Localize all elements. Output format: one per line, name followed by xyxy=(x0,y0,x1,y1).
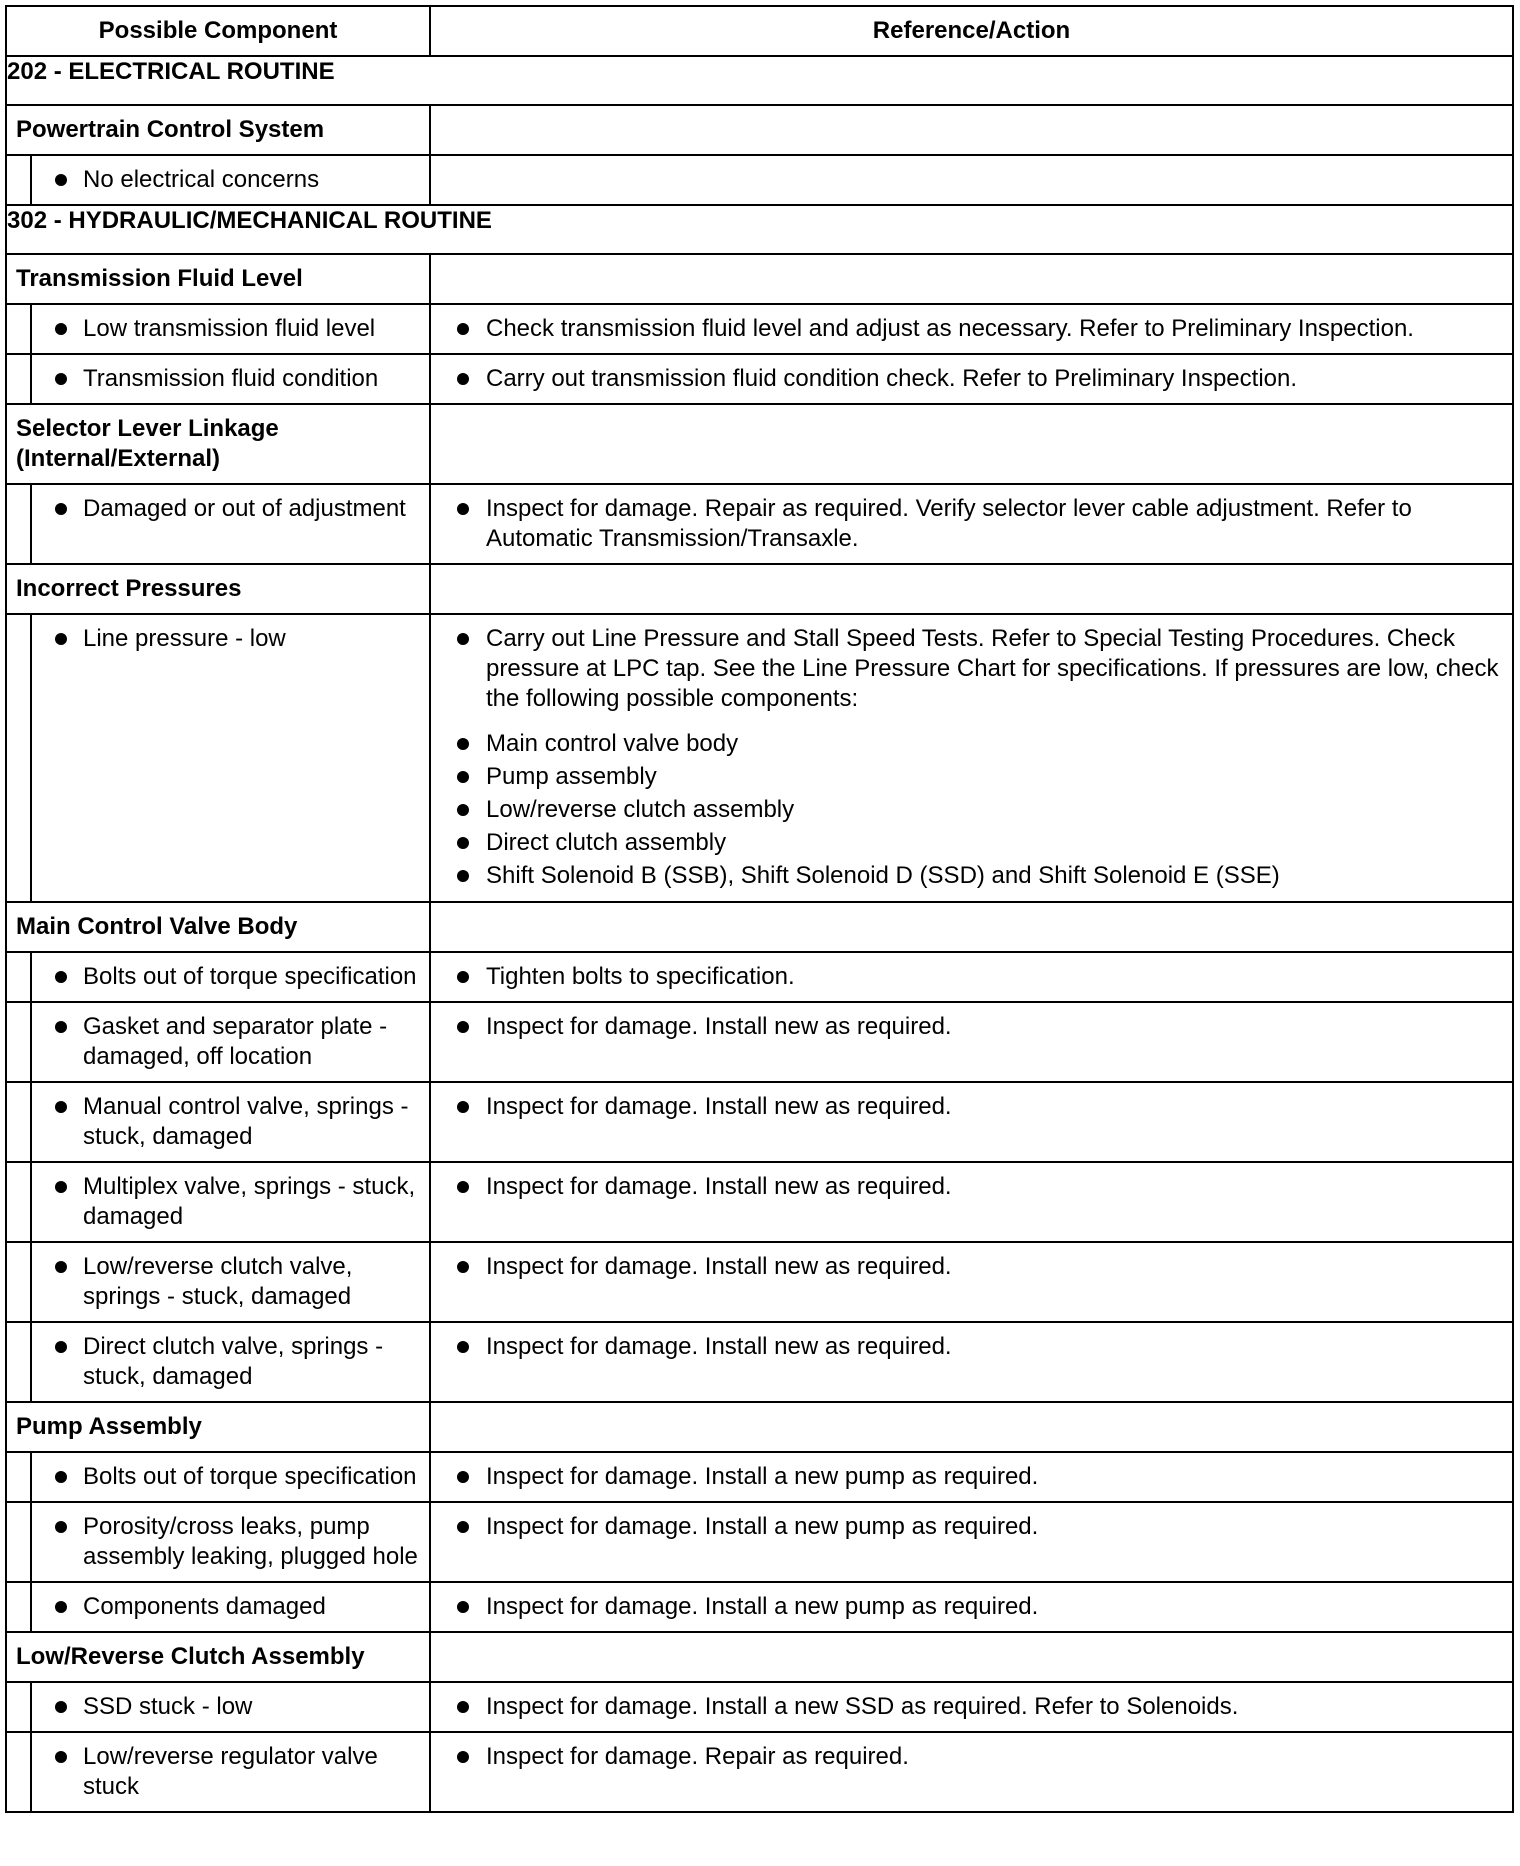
subsection-action-cell xyxy=(430,105,1513,155)
action-text: Inspect for damage. Install new as required. xyxy=(486,1013,952,1040)
component-cell xyxy=(31,1452,430,1502)
action-bullet xyxy=(431,1692,1512,1722)
component-list xyxy=(431,727,1512,892)
action-text: Check transmission fluid level and adjust as necessary. Refer to Preliminary Inspection. xyxy=(486,315,1414,342)
table-row xyxy=(6,1582,1513,1632)
component-text: Low transmission fluid level xyxy=(83,315,376,342)
list-item-bullet xyxy=(431,859,1512,892)
indent-cell xyxy=(6,1002,31,1082)
table-row xyxy=(6,1732,1513,1812)
subsection-title: Main Control Valve Body xyxy=(6,902,430,952)
bullet-icon xyxy=(457,1341,469,1353)
component-bullet xyxy=(32,1092,429,1152)
component-cell xyxy=(31,155,430,205)
bullet-icon xyxy=(55,1181,67,1193)
action-bullet xyxy=(431,364,1512,394)
table-row xyxy=(6,354,1513,404)
component-bullet xyxy=(32,1742,429,1802)
action-cell xyxy=(430,1682,1513,1732)
bullet-icon xyxy=(457,1181,469,1193)
action-text: Inspect for damage. Install a new pump as required. xyxy=(486,1593,1039,1620)
component-bullet xyxy=(32,314,429,344)
action-cell xyxy=(430,1162,1513,1242)
action-bullet xyxy=(431,1092,1512,1122)
bullet-icon xyxy=(457,1101,469,1113)
component-cell xyxy=(31,614,430,902)
indent-cell xyxy=(6,484,31,564)
component-bullet xyxy=(32,1512,429,1572)
list-item-text: Pump assembly xyxy=(486,763,657,790)
bullet-icon xyxy=(457,870,469,882)
component-text: Line pressure - low xyxy=(83,625,286,652)
component-cell xyxy=(31,1002,430,1082)
component-cell xyxy=(31,1582,430,1632)
action-cell xyxy=(430,1452,1513,1502)
bullet-icon xyxy=(457,771,469,783)
section-title: 202 - ELECTRICAL ROUTINE xyxy=(6,56,1513,105)
component-cell xyxy=(31,354,430,404)
bullet-icon xyxy=(457,1601,469,1613)
bullet-icon xyxy=(55,174,67,186)
list-item-bullet xyxy=(431,760,1512,793)
bullet-icon xyxy=(55,1261,67,1273)
indent-cell xyxy=(6,1452,31,1502)
component-text: Components damaged xyxy=(83,1593,326,1620)
bullet-icon xyxy=(55,373,67,385)
section-row xyxy=(6,56,1513,105)
component-text: Gasket and separator plate - damaged, off location xyxy=(83,1013,388,1070)
action-text: Inspect for damage. Install a new pump as required. xyxy=(486,1513,1039,1540)
component-bullet xyxy=(32,624,429,654)
indent-cell xyxy=(6,1582,31,1632)
action-bullet xyxy=(431,962,1512,992)
bullet-icon xyxy=(457,1021,469,1033)
list-item-bullet xyxy=(431,826,1512,859)
bullet-icon xyxy=(55,1101,67,1113)
action-bullet xyxy=(431,494,1512,554)
bullet-icon xyxy=(457,971,469,983)
action-bullet xyxy=(431,1462,1512,1492)
bullet-icon xyxy=(55,503,67,515)
bullet-icon xyxy=(457,837,469,849)
component-cell xyxy=(31,1082,430,1162)
component-cell xyxy=(31,1502,430,1582)
action-cell xyxy=(430,304,1513,354)
table-row xyxy=(6,1162,1513,1242)
subsection-title: Selector Lever Linkage (Internal/External) xyxy=(6,404,430,484)
action-cell xyxy=(430,1242,1513,1322)
bullet-icon xyxy=(457,633,469,645)
component-bullet xyxy=(32,1012,429,1072)
indent-cell xyxy=(6,952,31,1002)
component-cell xyxy=(31,484,430,564)
component-text: SSD stuck - low xyxy=(83,1693,253,1720)
indent-cell xyxy=(6,354,31,404)
component-text: Low/reverse regulator valve stuck xyxy=(83,1743,378,1800)
bullet-icon xyxy=(55,1521,67,1533)
action-text: Inspect for damage. Install new as required. xyxy=(486,1173,952,1200)
indent-cell xyxy=(6,1322,31,1402)
indent-cell xyxy=(6,1242,31,1322)
list-item-bullet xyxy=(431,727,1512,760)
action-bullet xyxy=(431,1252,1512,1282)
action-cell xyxy=(430,1082,1513,1162)
component-text: Transmission fluid condition xyxy=(83,365,379,392)
bullet-icon xyxy=(55,1601,67,1613)
action-text: Inspect for damage. Repair as required. xyxy=(486,1743,909,1770)
indent-cell xyxy=(6,1162,31,1242)
action-cell xyxy=(430,1582,1513,1632)
action-cell xyxy=(430,155,1513,205)
bullet-icon xyxy=(55,323,67,335)
action-cell xyxy=(430,952,1513,1002)
indent-cell xyxy=(6,1732,31,1812)
action-cell xyxy=(430,484,1513,564)
table-body xyxy=(6,56,1513,1812)
component-cell xyxy=(31,1162,430,1242)
component-text: Manual control valve, springs - stuck, damaged xyxy=(83,1093,409,1150)
action-bullet xyxy=(431,1012,1512,1042)
table-row xyxy=(6,1002,1513,1082)
component-bullet xyxy=(32,1462,429,1492)
action-bullet xyxy=(431,624,1512,714)
action-cell xyxy=(430,1002,1513,1082)
component-bullet xyxy=(32,1592,429,1622)
component-cell xyxy=(31,952,430,1002)
subsection-row xyxy=(6,564,1513,614)
indent-cell xyxy=(6,1082,31,1162)
bullet-icon xyxy=(457,1751,469,1763)
component-bullet xyxy=(32,962,429,992)
subsection-title: Powertrain Control System xyxy=(6,105,430,155)
subsection-row xyxy=(6,1632,1513,1682)
component-bullet xyxy=(32,494,429,524)
bullet-icon xyxy=(457,503,469,515)
component-bullet xyxy=(32,1252,429,1312)
action-cell xyxy=(430,354,1513,404)
bullet-icon xyxy=(55,1751,67,1763)
subsection-action-cell xyxy=(430,404,1513,484)
table-row xyxy=(6,1502,1513,1582)
action-bullet xyxy=(431,1172,1512,1202)
subsection-title: Low/Reverse Clutch Assembly xyxy=(6,1632,430,1682)
bullet-icon xyxy=(457,1261,469,1273)
bullet-icon xyxy=(457,323,469,335)
table-row xyxy=(6,1682,1513,1732)
bullet-icon xyxy=(55,1471,67,1483)
action-cell xyxy=(430,1502,1513,1582)
table-row xyxy=(6,484,1513,564)
list-item-text: Main control valve body xyxy=(486,730,739,757)
bullet-icon xyxy=(457,804,469,816)
component-cell xyxy=(31,1732,430,1812)
list-item-text: Direct clutch assembly xyxy=(486,829,727,856)
component-cell xyxy=(31,304,430,354)
subsection-action-cell xyxy=(430,564,1513,614)
list-item-text: Low/reverse clutch assembly xyxy=(486,796,795,823)
component-bullet xyxy=(32,1332,429,1392)
action-text: Inspect for damage. Install new as required. xyxy=(486,1253,952,1280)
component-text: No electrical concerns xyxy=(83,166,320,193)
indent-cell xyxy=(6,304,31,354)
subsection-row xyxy=(6,902,1513,952)
subsection-action-cell xyxy=(430,1402,1513,1452)
bullet-icon xyxy=(457,738,469,750)
action-cell xyxy=(430,1322,1513,1402)
indent-cell xyxy=(6,1682,31,1732)
bullet-icon xyxy=(457,1701,469,1713)
subsection-row xyxy=(6,105,1513,155)
table-row xyxy=(6,952,1513,1002)
component-text: Bolts out of torque specification xyxy=(83,1463,417,1490)
action-bullet xyxy=(431,1742,1512,1772)
component-text: Low/reverse clutch valve, springs - stuck, damaged xyxy=(83,1253,353,1310)
list-item-bullet xyxy=(431,793,1512,826)
header-component: Possible Component xyxy=(6,6,430,56)
subsection-action-cell xyxy=(430,1632,1513,1682)
component-text: Damaged or out of adjustment xyxy=(83,495,406,522)
table-row xyxy=(6,1452,1513,1502)
component-text: Direct clutch valve, springs - stuck, damaged xyxy=(83,1333,384,1390)
bullet-icon xyxy=(55,633,67,645)
component-text: Porosity/cross leaks, pump assembly leaking, plugged hole xyxy=(83,1513,418,1570)
indent-cell xyxy=(6,155,31,205)
section-title: 302 - HYDRAULIC/MECHANICAL ROUTINE xyxy=(6,205,1513,254)
section-row xyxy=(6,205,1513,254)
subsection-title: Transmission Fluid Level xyxy=(6,254,430,304)
action-bullet xyxy=(431,1332,1512,1362)
table-row xyxy=(6,1322,1513,1402)
subsection-row xyxy=(6,1402,1513,1452)
action-bullet xyxy=(431,314,1512,344)
action-bullet xyxy=(431,1592,1512,1622)
component-bullet xyxy=(32,1692,429,1722)
component-cell xyxy=(31,1322,430,1402)
component-cell xyxy=(31,1242,430,1322)
bullet-icon xyxy=(55,971,67,983)
subsection-action-cell xyxy=(430,254,1513,304)
action-text: Inspect for damage. Install new as required. xyxy=(486,1333,952,1360)
bullet-icon xyxy=(55,1701,67,1713)
table-row xyxy=(6,614,1513,902)
subsection-row xyxy=(6,404,1513,484)
action-text: Inspect for damage. Repair as required. Verify selector lever cable adjustment. Refer to Automatic Transmission/Transaxle. xyxy=(486,495,1412,552)
bullet-icon xyxy=(457,1521,469,1533)
table-row xyxy=(6,1242,1513,1322)
component-bullet xyxy=(32,1172,429,1232)
component-text: Multiplex valve, springs - stuck, damaged xyxy=(83,1173,416,1230)
component-bullet xyxy=(32,364,429,394)
action-bullet xyxy=(431,1512,1512,1542)
subsection-title: Incorrect Pressures xyxy=(6,564,430,614)
component-bullet xyxy=(32,165,429,195)
action-cell xyxy=(430,614,1513,902)
component-cell xyxy=(31,1682,430,1732)
bullet-icon xyxy=(55,1021,67,1033)
indent-cell xyxy=(6,614,31,902)
action-text: Inspect for damage. Install new as required. xyxy=(486,1093,952,1120)
action-text: Carry out transmission fluid condition check. Refer to Preliminary Inspection. xyxy=(486,365,1298,392)
bullet-icon xyxy=(457,373,469,385)
component-text: Bolts out of torque specification xyxy=(83,963,417,990)
header-action: Reference/Action xyxy=(430,6,1513,56)
subsection-action-cell xyxy=(430,902,1513,952)
table-row xyxy=(6,155,1513,205)
subsection-row xyxy=(6,254,1513,304)
table-row xyxy=(6,1082,1513,1162)
indent-cell xyxy=(6,1502,31,1582)
bullet-icon xyxy=(457,1471,469,1483)
table-row xyxy=(6,304,1513,354)
action-text: Tighten bolts to specification. xyxy=(486,963,795,990)
bullet-icon xyxy=(55,1341,67,1353)
subsection-title: Pump Assembly xyxy=(6,1402,430,1452)
action-text: Carry out Line Pressure and Stall Speed Tests. Refer to Special Testing Procedures. Check pressure at LPC tap. See the Line Pressure Chart for specifications. If pressures are low, check the following possible components: xyxy=(486,625,1499,712)
header-row xyxy=(6,6,1513,56)
list-item-text: Shift Solenoid B (SSB), Shift Solenoid D (SSD) and Shift Solenoid E (SSE) xyxy=(486,862,1280,889)
action-text: Inspect for damage. Install a new SSD as required. Refer to Solenoids. xyxy=(486,1693,1239,1720)
action-cell xyxy=(430,1732,1513,1812)
action-text: Inspect for damage. Install a new pump as required. xyxy=(486,1463,1039,1490)
diagnosis-table xyxy=(5,5,1514,1813)
